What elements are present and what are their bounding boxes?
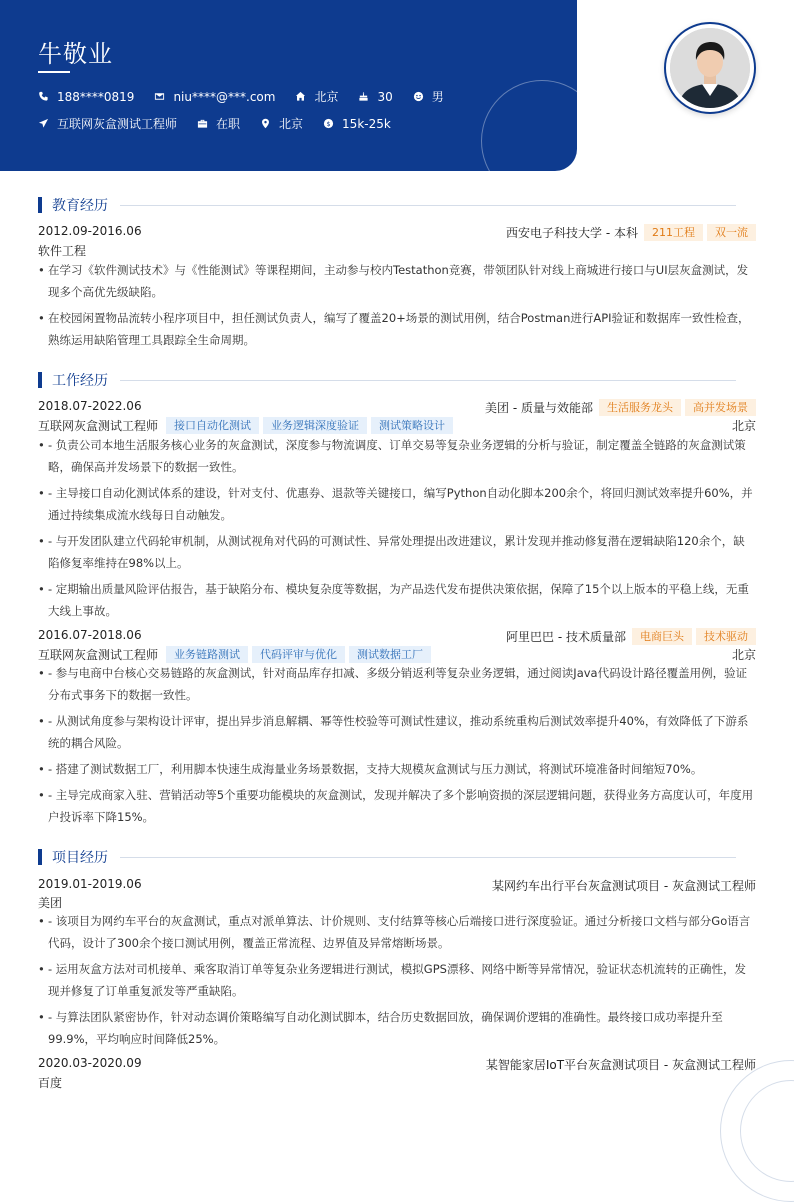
skill-tag: 接口自动化测试 [166,417,259,434]
bullet-text: - 主导接口自动化测试体系的建设，针对支付、优惠券、退款等关键接口，编写Python自动化脚本200余个，将回归测试效率提升60%，并通过持续集成流水线每日自动触发。 [48,486,753,522]
project-org: 百度 [38,1076,63,1090]
money-icon [323,118,334,129]
project-org: 美团 [38,896,63,910]
work-entry-header [38,398,756,416]
section-education [38,195,756,215]
work-city: 北京 [731,648,756,662]
email-text: niu****@***.com [173,89,276,104]
candidate-name: 牛敬业 [38,40,113,68]
bullet-text: 在校园闲置物品流转小程序项目中，担任测试负责人，编写了覆盖20+场景的测试用例，结合Postman进行API验证和数据库一致性检查，熟练运用缺陷管理工具跟踪全生命周期。 [48,311,750,347]
contact-row [38,88,464,105]
mail-icon [154,91,165,102]
work-role: 互联网灰盒测试工程师 [38,648,159,662]
project-org-row [38,1073,756,1091]
briefcase-icon [197,118,208,129]
salary-text: 15k-25k [342,116,391,131]
section-marker [38,197,42,213]
project-entry-header [38,876,756,894]
section-divider [120,380,736,381]
phone-text: 188****0819 [57,89,135,104]
bullet-dot: • [38,714,45,728]
bullet-text: - 该项目为网约车平台的灰盒测试，重点对派单算法、计价规则、支付结算等核心后端接口进行深度验证。通过分析接口文档与部分Go语言代码，设计了300余个接口测试用例，覆盖正常流程、边界值及异常熔断场景。 [48,914,751,950]
list-item [38,482,756,526]
status-info [197,115,240,132]
list-item [38,910,756,954]
work-city: 北京 [731,419,756,433]
skill-tag: 测试数据工厂 [349,646,431,663]
work-entry-header [38,627,756,645]
home-icon [295,91,306,102]
gender-text: 男 [431,90,444,104]
bullet-text: - 运用灰盒方法对司机接单、乘客取消订单等复杂业务逻辑进行测试，模拟GPS漂移、网络中断等异常情况，验证状态机流转的正确性，发现并修复了订单重复派发等严重缺陷。 [48,962,746,998]
company-tag: 高并发场景 [685,399,756,416]
bullet-text: - 参与电商中台核心交易链路的灰盒测试，针对商品库存扣减、多级分销返利等复杂业务逻辑，通过阅读Java代码设计路径覆盖用例，验证分布式事务下的数据一致性。 [48,666,748,702]
education-period: 2012.09-2016.06 [38,224,142,238]
list-item [38,1006,756,1050]
job-intent-row [38,115,411,132]
city-info [295,88,338,105]
list-item [38,784,756,828]
work-role-row [38,416,756,434]
list-item [38,758,756,780]
bullet-dot: • [38,788,45,802]
bullet-dot: • [38,962,45,976]
bullet-text: 在学习《软件测试技术》与《性能测试》等课程期间，主动参与校内Testathon竞赛，带领团队针对线上商城进行接口与UI层灰盒测试，发现多个高优先级缺陷。 [48,263,749,299]
section-divider [120,857,736,858]
age-info [358,90,392,104]
portrait-photo [670,28,750,108]
skill-tag: 业务逻辑深度验证 [263,417,367,434]
work-period: 2018.07-2022.06 [38,399,142,413]
work-period: 2016.07-2018.06 [38,628,142,642]
section-marker [38,849,42,865]
location-pin-icon [260,118,271,129]
work-company-group [485,399,756,416]
work-company: 阿里巴巴 - 技术质量部 [506,630,626,644]
skill-tag: 业务链路测试 [166,646,248,663]
age-text: 30 [377,89,393,104]
send-icon [38,118,49,129]
education-major-row [38,241,756,259]
avatar-frame [664,22,756,114]
list-item [38,434,756,478]
bullet-dot: • [38,762,45,776]
bullet-text: - 负责公司本地生活服务核心业务的灰盒测试，深度参与物流调度、订单交易等复杂业务逻辑的分析与验证，制定覆盖全链路的灰盒测试策略，确保高并发场景下的数据一致性。 [48,438,746,474]
company-tag: 生活服务龙头 [599,399,681,416]
email-info [154,90,275,104]
status-text: 在职 [216,117,241,131]
name-underline [38,71,70,73]
target-city-info [260,115,303,132]
project-org-row [38,893,756,911]
bullet-text: - 与算法团队紧密协作，针对动态调价策略编写自动化测试脚本，结合历史数据回放，确保调价逻辑的准确性。最终接口成功率提升至99.9%，平均响应时间降低25%。 [48,1010,723,1046]
education-school-group [506,224,756,241]
job-title-text: 互联网灰盒测试工程师 [57,117,178,131]
bullet-text: - 与开发团队建立代码轮审机制，从测试视角对代码的可测试性、异常处理提出改进建议，累计发现并推动修复潜在逻辑缺陷120余个，缺陷修复率维持在98%以上。 [48,534,745,570]
list-item [38,710,756,754]
work-company-group [506,628,756,645]
bullet-dot: • [38,438,45,452]
company-tag: 技术驱动 [696,628,756,645]
education-major: 软件工程 [38,244,87,258]
work-role: 互联网灰盒测试工程师 [38,419,159,433]
profile-header [0,0,577,171]
company-tag: 电商巨头 [632,628,692,645]
education-entry-header [38,223,756,241]
bullet-text: - 搭建了测试数据工厂，利用脚本快速生成海量业务场景数据，支持大规模灰盒测试与压力测试，将测试环境准备时间缩短70%。 [48,762,703,776]
project-period: 2020.03-2020.09 [38,1056,142,1070]
school-tag: 211工程 [644,224,703,241]
skill-tag: 代码评审与优化 [252,646,345,663]
list-item [38,578,756,622]
education-school: 西安电子科技大学 - 本科 [506,226,638,240]
list-item [38,259,756,303]
work-company: 美团 - 质量与效能部 [485,401,593,415]
cake-icon [358,91,369,102]
section-work [38,370,756,390]
list-item [38,530,756,574]
gender-info [413,88,444,105]
avatar [670,28,750,108]
gender-icon [413,91,424,102]
project-period: 2019.01-2019.06 [38,877,142,891]
svg-text:$: $ [326,119,331,128]
city-text: 北京 [314,90,339,104]
bullet-dot: • [38,263,45,277]
bullet-dot: • [38,486,45,500]
section-divider [120,205,736,206]
bullet-text: - 主导完成商家入驻、营销活动等5个重要功能模块的灰盒测试，发现并解决了多个影响资损的深层逻辑问题，获得业务方高度认可，年度用户投诉率下降15%。 [48,788,754,824]
project-entry-header [38,1055,756,1073]
bullet-dot: • [38,534,45,548]
section-title: 教育经历 [52,198,108,214]
bullet-dot: • [38,914,45,928]
bullet-dot: • [38,311,45,325]
school-tag: 双一流 [707,224,756,241]
section-marker [38,372,42,388]
list-item [38,307,756,351]
work-role-group [38,417,453,434]
bullet-dot: • [38,582,45,596]
phone-info [38,90,134,104]
work-role-row [38,645,756,663]
bullet-text: - 从测试角度参与架构设计评审，提出异步消息解耦、幂等性校验等可测试性建议，推动系统重构后测试效率提升40%，有效降低了下游系统的耦合风险。 [48,714,749,750]
list-item [38,958,756,1002]
work-role-group [38,646,431,663]
section-title: 项目经历 [52,850,108,866]
section-project [38,847,756,867]
bullet-text: - 定期输出质量风险评估报告，基于缺陷分布、模块复杂度等数据，为产品迭代发布提供决策依据，保障了15个以上版本的平稳上线，无重大线上事故。 [48,582,749,618]
salary-info [323,117,391,131]
skill-tag: 测试策略设计 [371,417,453,434]
list-item [38,662,756,706]
bullet-dot: • [38,1010,45,1024]
phone-icon [38,91,49,102]
target-city-text: 北京 [279,117,304,131]
decorative-circle [481,80,577,171]
project-title: 某网约车出行平台灰盒测试项目 - 灰盒测试工程师 [492,879,756,893]
project-title: 某智能家居IoT平台灰盒测试项目 - 灰盒测试工程师 [485,1058,756,1072]
bullet-dot: • [38,666,45,680]
section-title: 工作经历 [52,373,108,389]
job-title-info [38,115,177,132]
